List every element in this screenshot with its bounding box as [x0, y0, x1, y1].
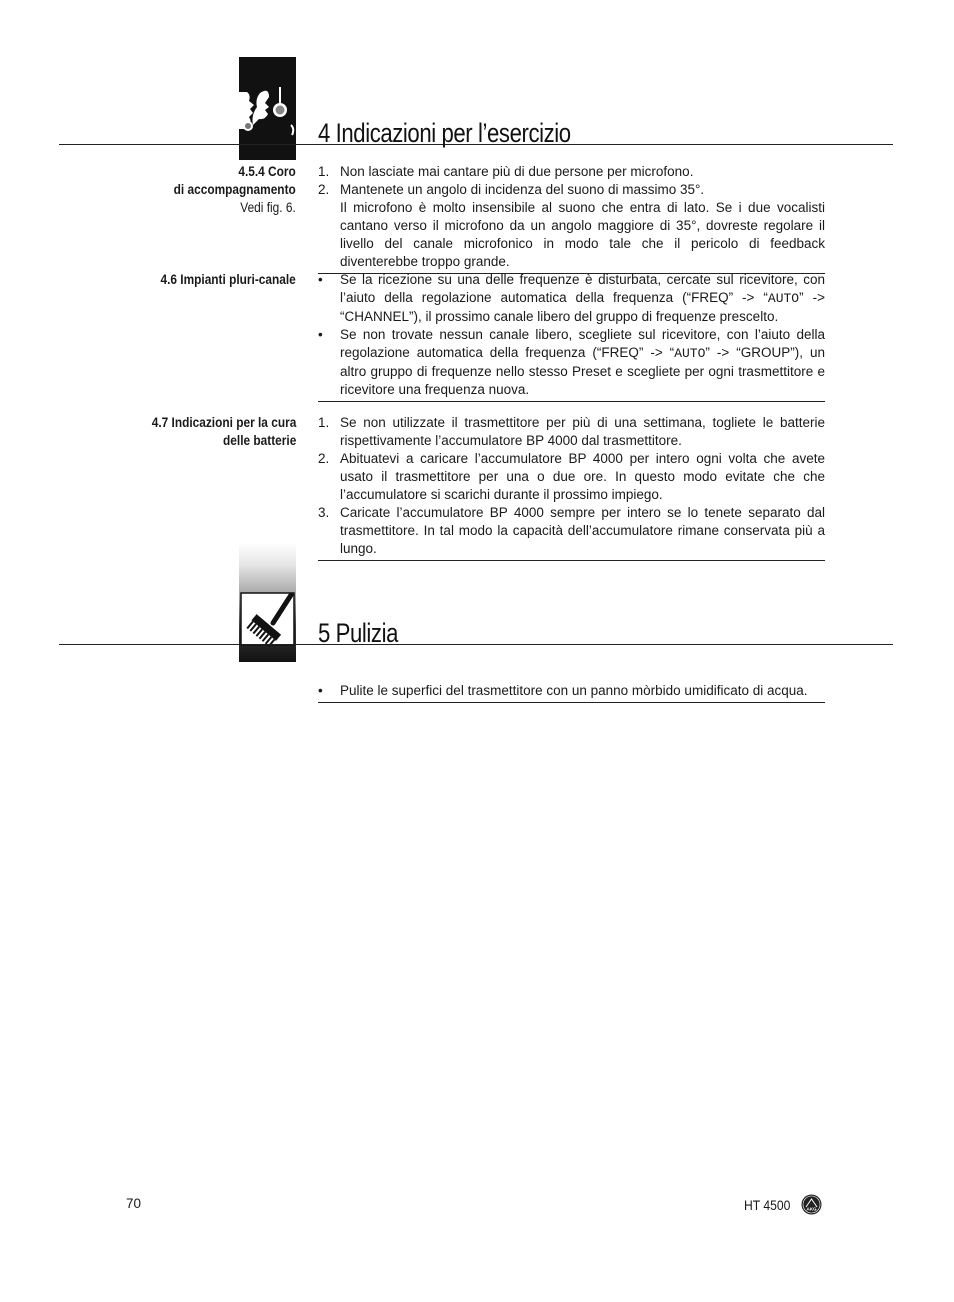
list-item	[318, 271, 825, 326]
text-segment: Se non trovate nessun canale libero, scegliete sul ricevitore, con l’aiuto della regolazione automatica della frequenza (“FREQ” -> “	[340, 327, 825, 360]
page-number: 70	[126, 1196, 142, 1211]
bullet-marker: •	[318, 683, 323, 698]
list-item	[318, 450, 825, 504]
list-item	[318, 682, 825, 700]
model-name: HT 4500	[744, 1198, 791, 1213]
text-segment: Se la ricezione su una delle frequenze è disturbata, cercate sul ricevitore, con l’aiuto della regolazione automatica della frequenza (“FREQ” -> “	[340, 272, 825, 305]
list-item-text: Mantenete un angolo di incidenza del suono di massimo 35°.	[340, 182, 705, 197]
list-item-text: Abituatevi a caricare l’accumulatore BP 4000 per intero ogni volta che avete usato il trasmettitore per una o due ore. In questo modo evitate che che l’accumulatore si scarichi durante il prossimo impiego.	[340, 451, 825, 502]
bullet-marker: •	[318, 327, 323, 342]
list-item-text: Se non utilizzate il trasmettitore per più di una settimana, togliete le batterie rispettivamente l’accumulatore BP 4000 dal trasmettitore.	[340, 415, 825, 448]
section-4-6-body	[318, 271, 825, 402]
bullet-marker: •	[318, 272, 323, 287]
akg-logo-icon	[801, 1194, 822, 1215]
list-item-text: Non lasciate mai cantare più di due persone per microfono.	[340, 164, 694, 179]
section-4-5-4-body	[318, 163, 825, 274]
list-item	[318, 504, 825, 558]
section-4-5-4-label-line2: di accompagnamento	[173, 182, 296, 197]
list-item	[318, 326, 825, 399]
section-4-5-4-label	[174, 163, 296, 217]
logo-text: AKG	[806, 1206, 817, 1212]
text-segment: ” -> “CHANNEL”), il prossimo canale libero del gruppo di frequenze prescelto.	[340, 290, 825, 324]
list-item-text	[340, 271, 825, 326]
section-4-5-4-label-line1: 4.5.4 Coro	[238, 164, 296, 179]
list-item	[318, 181, 825, 271]
list-marker: 2.	[318, 182, 330, 197]
auto-keyword: AUTO	[767, 291, 800, 306]
section-4-7-label-line2: delle batterie	[222, 433, 296, 448]
list-item	[318, 414, 825, 450]
text-segment: ” -> “GROUP”), un altro gruppo di frequenze nello stesso Preset e scegliete per ogni trasmettitore e ricevitore una frequenza nuova.	[340, 345, 825, 397]
section-4-6-label-line: 4.6 Impianti pluri-canale	[160, 272, 296, 287]
list-item-text	[340, 326, 825, 399]
section-4-7-body	[318, 414, 825, 561]
section-4-6-label	[161, 271, 296, 289]
auto-keyword: AUTO	[674, 346, 706, 361]
section-4-5-4-figure-ref: Vedi fig. 6.	[240, 200, 296, 215]
list-marker: 3.	[318, 505, 330, 520]
section-4-7-label-line1: 4.7 Indicazioni per la cura	[151, 415, 296, 430]
list-item-text-continued: Il microfono è molto insensibile al suono che entra di lato. Se i due vocalisti cantano verso il microfono da un angolo maggiore di 35°, dovreste regolare il livello del canale microfonico in modo tale che il pericolo di feedback diventerebbe troppo grande.	[340, 200, 825, 269]
section-4-7-label	[151, 414, 296, 450]
chapter4-title: 4 Indicazioni per l’esercizio	[318, 118, 571, 148]
list-item-text: Caricate l’accumulatore BP 4000 sempre per intero se lo tenete separato dal trasmettitore. In tal modo la capacità dell’accumulatore rimane conservata più a lungo.	[340, 505, 825, 556]
chapter5-title: 5 Pulizia	[318, 618, 399, 648]
section-5-body	[318, 682, 825, 703]
list-item	[318, 163, 825, 181]
chapter5-rule	[59, 644, 893, 645]
list-marker: 2.	[318, 451, 330, 466]
list-marker: 1.	[318, 164, 330, 179]
list-item-text: Pulite le superfici del trasmettitore con un panno mòrbido umidificato di acqua.	[340, 683, 808, 698]
list-marker: 1.	[318, 415, 330, 430]
